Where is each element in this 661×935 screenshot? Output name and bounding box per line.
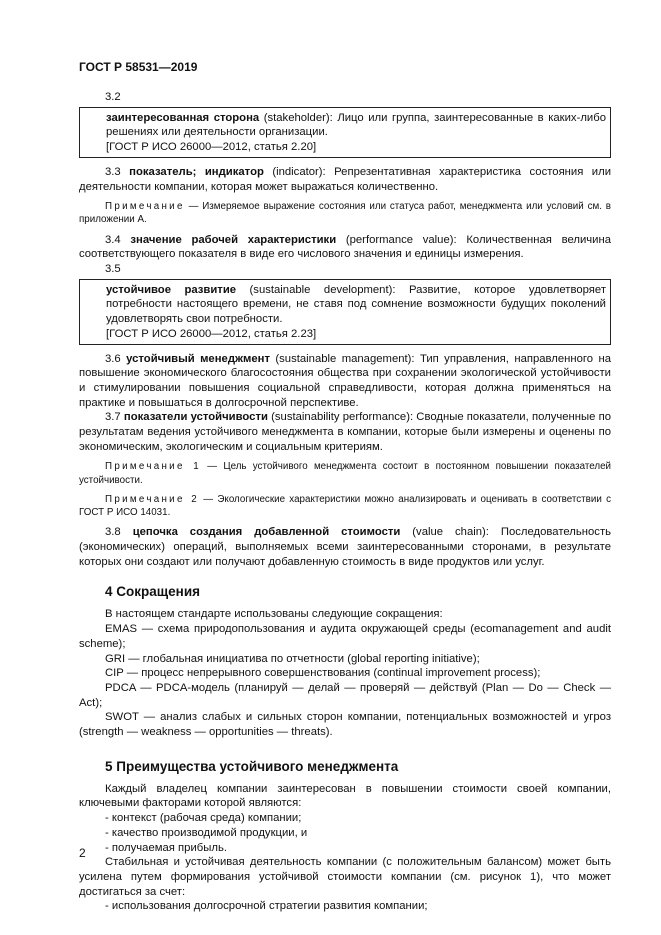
term-indicator: 3.3 показатель; индикатор (indicator): Репрезентативная характеристика состояния или деятельности компании, которая может выражаться количественно. xyxy=(79,165,612,193)
list-item: PDCA — PDCA-модель (планируй — делай — проверяй — действуй (Plan — Do — Check — Act); xyxy=(79,681,611,709)
term-box-sustainable-development xyxy=(79,279,611,345)
list-item: - контекст (рабочая среда) компании; xyxy=(105,812,302,825)
term-title: устойчивое развитие xyxy=(106,283,237,296)
note: Примечание 2 — Экологические характеристики можно анализировать и оценивать в соответствии с ГОСТ Р ИСО 14031. xyxy=(79,493,611,519)
list-item: GRI — глобальная инициатива по отчетности (global reporting initiative); xyxy=(105,652,480,665)
term-sustainability-performance: 3.7 показатели устойчивости (sustainability performance): Сводные показатели, полученные по результатам ведения устойчивого менеджмента в компании, которые были измерены и оценены по экономическим, экологическим и социальным критериям. xyxy=(79,411,611,453)
term-definition: (sustainable development): Развитие, которое удовлетворяет потребности настоящего времени, не ставя под сомнение возможности будущих поколений удовлетворять свои потребности. xyxy=(106,283,606,326)
term-title: заинтересованная сторона xyxy=(106,111,260,124)
list-item: - качество производимой продукции, и xyxy=(105,826,308,839)
term-number: 3.5 xyxy=(105,263,121,276)
section-heading-benefits: 5 Преимущества устойчивого менеджмента xyxy=(105,758,399,774)
paragraph: Стабильная и устойчивая деятельность компании (с положительным балансом) может быть усилена путем формирования устойчивой стоимости компании (см. рисунок 1), что может достигаться за счет: xyxy=(79,856,611,898)
term-box-stakeholder xyxy=(79,107,611,158)
term-performance-value: 3.4 значение рабочей характеристики (performance value): Количественная величина соответствующего показателя в виде его числового значения и единицы измерения. xyxy=(79,233,611,261)
section-heading-abbreviations: 4 Сокращения xyxy=(105,584,200,600)
note: Примечание 1 — Цель устойчивого менеджмента состоит в постоянном повышении показателей устойчивости. xyxy=(79,461,611,486)
document-body xyxy=(79,90,611,914)
paragraph: В настоящем стандарте использованы следующие сокращения: xyxy=(105,608,443,621)
paragraph: Каждый владелец компании заинтересован в повышении стоимости своей компании, ключевыми факторами которой являются: xyxy=(79,782,611,810)
note: Примечание — Измеряемое выражение состояния или статуса работ, менеджмента или условий см. в приложении А. xyxy=(79,201,611,226)
list-item: SWOT — анализ слабых и сильных сторон компании, потенциальных возможностей и угроз (strength — weakness — opportunities — threats). xyxy=(79,711,611,739)
term-sustainable-management: 3.6 устойчивый менеджмент (sustainable management): Тип управления, направленного на повышение экономического благосостояния общества при сохранении экологической устойчивости и стимулировании повышения социальной справедливости, которая должна применяться на практике и повышаться в долгосрочной перспективе. xyxy=(79,352,611,409)
page-number: 2 xyxy=(79,846,86,860)
term-number: 3.2 xyxy=(105,91,121,103)
document-header: ГОСТ Р 58531—2019 xyxy=(79,60,198,74)
list-item: - получаемая прибыль. xyxy=(105,841,227,854)
list-item: - использования долгосрочной стратегии развития компании; xyxy=(105,900,428,913)
term-source: [ГОСТ Р ИСО 26000—2012, статья 2.20] xyxy=(106,141,317,154)
term-value-chain: 3.8 цепочка создания добавленной стоимости (value chain): Последовательность (экономических) операций, выполняемых всеми заинтересованными сторонами, в результате которых они создают или получают добавленную стоимость в виде продуктов или услуг. xyxy=(79,526,612,568)
list-item: CIP — процесс непрерывного совершенствования (continual improvement process); xyxy=(105,667,541,680)
term-definition: (stakeholder): Лицо или группа, заинтересованные в каких-либо решениях или деятельности организации. xyxy=(106,111,606,139)
list-item: EMAS — схема природопользования и аудита окружающей среды (ecomanagement and audit scheme); xyxy=(79,623,611,650)
term-source: [ГОСТ Р ИСО 26000—2012, статья 2.23] xyxy=(106,327,317,340)
